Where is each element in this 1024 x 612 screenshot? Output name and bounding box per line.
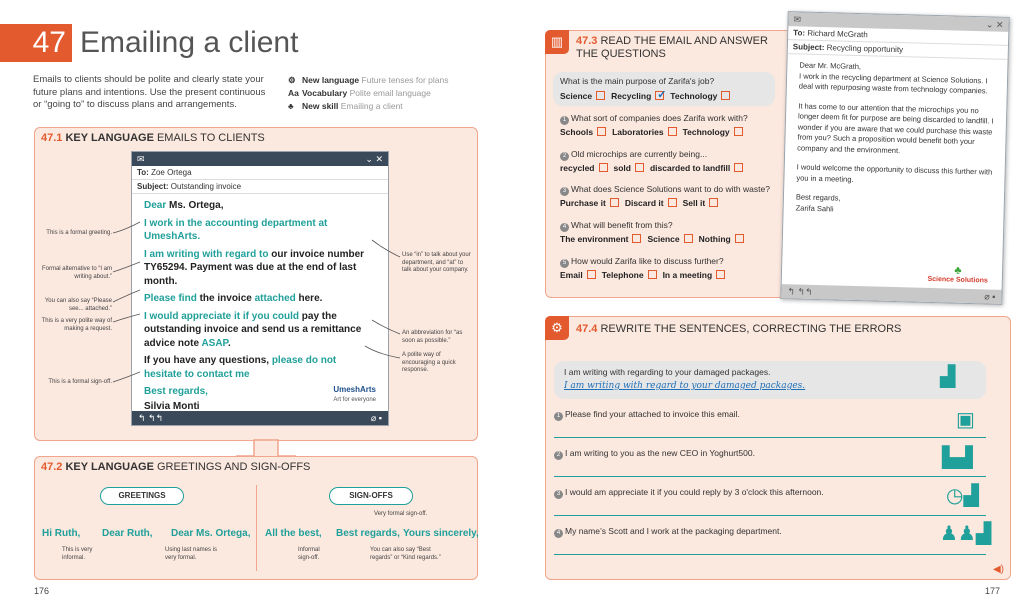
note-please-see: You can also say “Please see... attached.” <box>44 298 112 312</box>
greeting-dear-last: Dear Ms. Ortega, <box>171 528 251 539</box>
email-to: To: Zoe Ortega <box>132 166 388 180</box>
note-polite-request: This is a very polite way of making a request. <box>41 318 112 332</box>
question-4: 4 What will benefit from this? <box>560 220 673 232</box>
question-2: 2 Old microchips are currently being... <box>560 149 707 161</box>
vocabulary-icon: Aa <box>288 88 299 98</box>
note-in-at: Use “in” to talk about your department, and “at” to talk about your company. <box>402 252 471 273</box>
greeting-hi: Hi Ruth, <box>42 528 81 539</box>
rewrite-4: 4 My name’s Scott and I work at the packaging department. <box>554 526 986 538</box>
note-best-kind-regards: You can also say “Best regards” or “Kind regards.” <box>370 547 441 561</box>
mail-icon: ✉ <box>793 14 802 25</box>
note-very-informal: This is very informal. <box>62 547 93 561</box>
section-heading: 47.1 KEY LANGUAGE EMAILS TO CLIENTS <box>41 132 265 144</box>
science-solutions-logo: ♣ Science Solutions <box>927 264 988 285</box>
gear-icon: ⚙ <box>288 75 296 85</box>
note-formal-greeting: This is a formal greeting. <box>46 230 112 236</box>
worker-clock-icon: ◷▟ <box>946 485 979 507</box>
skill-new-skill: ♣ New skill Emailing a client <box>288 101 403 111</box>
section-heading: 47.4 REWRITE THE SENTENCES, CORRECTING THE ERRORS <box>576 323 902 335</box>
left-page <box>0 0 505 612</box>
reply-icon[interactable]: ↰ ↰↰ <box>138 413 164 423</box>
rewrite-2: 2 I am writing to you as the new CEO in Yoghurt500. <box>554 448 986 460</box>
email-window-2 <box>780 11 1009 305</box>
email-body: Dear Mr. McGrath, I work in the recycling department at Science Solutions. I deal with repurposing waste from technology companies. It has come to our attention that the microchips you no longer deem fit for purpose are being discarded to landfill. I wonder if you are aware that we could purchase this waste from you? Such a proposition would benefit both your company and the environment. I would welcome the opportunity to discuss this further with you in a meeting. Best regards, Zarifa Sahli <box>795 60 994 213</box>
signoff-all-best: All the best, <box>265 528 322 539</box>
plant-icon: ♣ <box>954 264 962 277</box>
umesharts-logo: UmeshArts Art for everyone <box>333 385 376 403</box>
note-formal-signoff: This is a formal sign-off. <box>48 379 112 385</box>
greetings-label: GREETINGS <box>100 487 184 505</box>
answer-line-3[interactable] <box>554 515 986 516</box>
email-subject: Subject: Outstanding invoice <box>132 180 388 194</box>
rewrite-1: 1 Please find your attached to invoice this email. <box>554 409 986 421</box>
connector-notch <box>236 440 296 460</box>
signoff-yours-sincerely: Yours sincerely, <box>403 528 479 539</box>
note-quick-response: A polite way of encouraging a quick response. <box>402 352 456 373</box>
note-asap: An abbreviation for “as soon as possible.” <box>402 330 463 344</box>
note-last-names: Using last names is very formal. <box>165 547 218 561</box>
question-1: 1 What sort of companies does Zarifa work with? <box>560 113 748 125</box>
answer-line-4[interactable] <box>554 554 986 555</box>
question-example: What is the main purpose of Zarifa's job? <box>560 76 715 86</box>
example-sentence: I am writing with regarding to your damaged packages. <box>564 367 771 377</box>
note-formal-alternative: Formal alternative to “I am writing about.” <box>41 266 112 280</box>
check-mark-icon: ✓ <box>657 89 667 101</box>
answer-line-2[interactable] <box>554 476 986 477</box>
section-47-4 <box>545 316 1011 580</box>
signoffs-label: SIGN-OFFS <box>329 487 413 505</box>
options-example: Science Recycling ✓ Technology <box>560 91 736 101</box>
note-very-formal: Very formal sign-off. <box>374 511 428 517</box>
options-3: Purchase it Discard it Sell it <box>560 198 724 208</box>
attach-trash-icon[interactable]: ⌀ ▪ <box>984 291 996 302</box>
divider <box>256 485 257 571</box>
page-number-left: 176 <box>34 586 50 596</box>
intro-text: Emails to clients should be polite and clearly state your future plans and intentions. Use the present continuous or “going to” to discuss plans and arrangements. <box>33 74 266 110</box>
office-worker-icon: ▟ <box>940 366 956 388</box>
skill-new-language: ⚙ New language Future tenses for plans <box>288 75 449 85</box>
section-heading: 47.3 READ THE EMAIL AND ANSWER THE QUESTIONS <box>576 35 768 60</box>
skill-vocabulary: Aa Vocabulary Polite email language <box>288 88 431 98</box>
email-body: Dear Ms. Ortega, I work in the accounting department at UmeshArts. I am writing with regard to our invoice number TY65294. Payment was due at the end of last month. Please find the invoice attached here. I would appreciate it if you could pay the outstanding invoice and send us a remittance advice note ASAP. If you have any questions, please do not hesitate to contact me Best regards, Silvia Monti <box>144 200 365 412</box>
gears-icon: ⚙ <box>545 316 569 340</box>
email-subject: Subject: Recycling opportunity <box>788 40 1008 60</box>
page-number-right: 177 <box>984 586 1000 596</box>
email-to: To: Richard McGrath <box>788 26 1008 46</box>
answer-line-1[interactable] <box>554 437 986 438</box>
unit-title: Emailing a client <box>80 26 299 59</box>
reply-icon[interactable]: ↰ ↰↰ <box>787 286 813 297</box>
options-4: The environment Science Nothing <box>560 234 750 244</box>
window-controls-icon[interactable]: ⌄ ✕ <box>365 154 383 164</box>
mail-icon: ✉ <box>137 154 145 164</box>
computer-icon: ▣ <box>956 409 975 431</box>
book-icon: ▥ <box>545 30 569 54</box>
window-controls-icon[interactable]: ⌄ ✕ <box>985 19 1004 30</box>
attach-trash-icon[interactable]: ⌀ ▪ <box>370 413 382 423</box>
options-2: recycled sold discarded to landfill <box>560 163 749 173</box>
desk-manager-icon: ▙▟ <box>942 447 973 469</box>
question-5: 5 How would Zarifa like to discuss further? <box>560 256 724 268</box>
puzzle-icon: ♣ <box>288 101 294 111</box>
options-1: Schools Laboratories Technology <box>560 127 749 137</box>
unit-number: 47 <box>0 24 72 62</box>
team-icon: ♟♟▟ <box>940 523 992 545</box>
right-page <box>520 0 1024 612</box>
greeting-dear-first: Dear Ruth, <box>102 528 153 539</box>
note-informal-signoff: Informal sign-off. <box>298 547 320 561</box>
question-3: 3 What does Science Solutions want to do with waste? <box>560 184 770 196</box>
audio-icon[interactable]: ◀) <box>992 564 1004 575</box>
options-5: Email Telephone In a meeting <box>560 270 731 280</box>
signoff-best-regards: Best regards, <box>336 528 400 539</box>
example-answer: I am writing with regard to your damaged packages. <box>564 381 806 391</box>
rewrite-3: 3 I would am appreciate it if you could reply by 3 o'clock this afternoon. <box>554 487 986 499</box>
section-heading: 47.2 KEY LANGUAGE GREETINGS AND SIGN-OFFS <box>41 461 311 473</box>
